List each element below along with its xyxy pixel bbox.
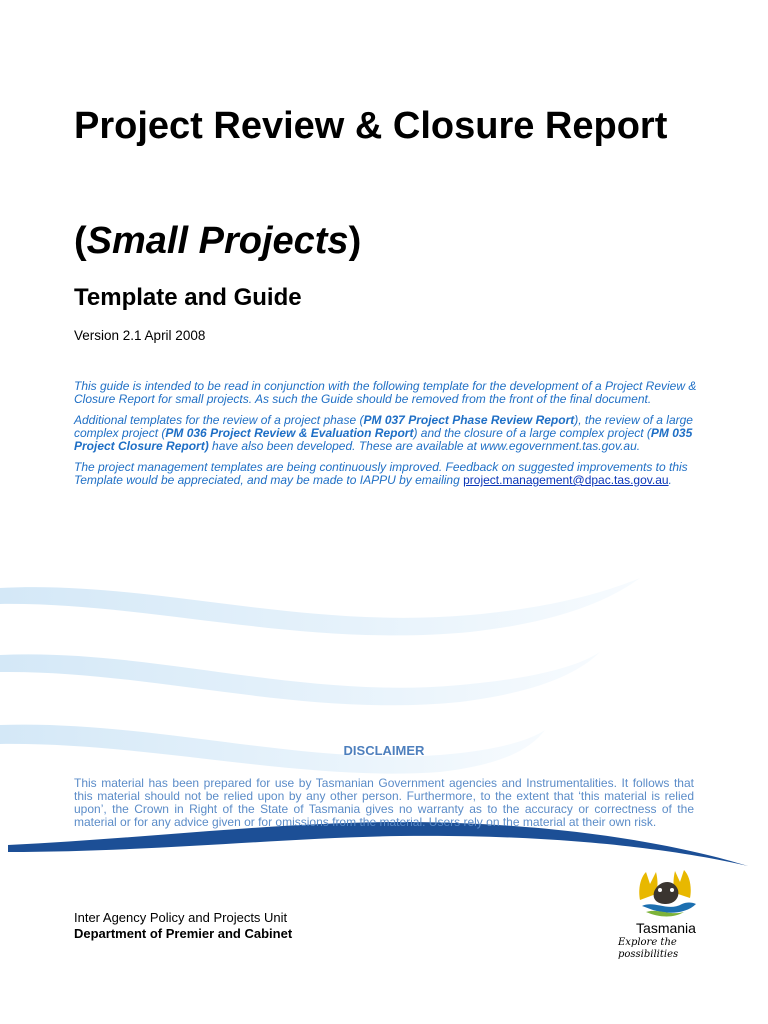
light-wave-1 — [0, 578, 640, 635]
footer-unit: Inter Agency Policy and Projects Unit — [74, 910, 288, 925]
document-subtitle — [74, 218, 361, 264]
guide-paragraph-1: This guide is intended to be read in conjunction with the following template for the development of a Project Review & Closure Report for small projects. As such the Guide should be removed from the front of the final document. — [74, 379, 697, 406]
guide-p3-text: The project management templates are being continuously improved. Feedback on suggested improvements to this Template would be appreciated, and may be made to IAPPU by emailing — [74, 460, 688, 487]
guide-p2-text-c: ), the review of a large complex project ( — [74, 413, 693, 440]
guide-p2-pm035: PM 035 Project Closure Report) — [74, 426, 693, 453]
guide-paragraph-3 — [74, 461, 704, 487]
guide-p2-pm036: PM 036 Project Review & Evaluation Report — [165, 426, 414, 440]
guide-notes — [74, 380, 704, 495]
document-title: Project Review & Closure Report — [74, 105, 668, 147]
tasmania-logo — [612, 862, 736, 958]
disclaimer-text: This material has been prepared for use by Tasmanian Government agencies and Instrumentalities. It follows that this material should not be relied upon by any other person. Furthermore, to the extent that ‘this material is relied upon’, the Crown in Right of the State of Tasmania gives no warranty as to the accuracy or correctness of the material or for any advice given or for omissions from the material. Users rely on the material at their own risk. — [74, 776, 694, 829]
guide-p3-end: . — [668, 473, 672, 487]
logo-name: Tasmania — [636, 920, 696, 936]
version-text: Version 2.1 April 2008 — [74, 328, 206, 343]
tasmanian-devil-logo-icon — [612, 862, 720, 922]
subtitle-open-paren: ( — [74, 220, 87, 262]
disclaimer-heading: DISCLAIMER — [343, 743, 425, 758]
subtitle-small-projects: Small Projects — [86, 220, 349, 262]
guide-p2-text-g: have also been developed. These are available at www.egovernment.tas.gov.au. — [208, 439, 641, 453]
footer-department: Department of Premier and Cabinet — [74, 926, 293, 941]
light-wave-2 — [0, 652, 600, 705]
guide-p2-text-e: ) and the closure of a large complex project ( — [413, 426, 651, 440]
logo-tagline: Explore the possibilities — [618, 937, 679, 960]
template-guide-heading: Template and Guide — [74, 284, 302, 311]
email-link[interactable]: project.management@dpac.tas.gov.au — [463, 473, 669, 487]
subtitle-close-paren: ) — [348, 220, 362, 262]
guide-paragraph-2 — [74, 414, 704, 453]
guide-p2-text-a: Additional templates for the review of a project phase ( — [74, 413, 364, 427]
guide-p2-pm037: PM 037 Project Phase Review Report — [363, 413, 575, 427]
